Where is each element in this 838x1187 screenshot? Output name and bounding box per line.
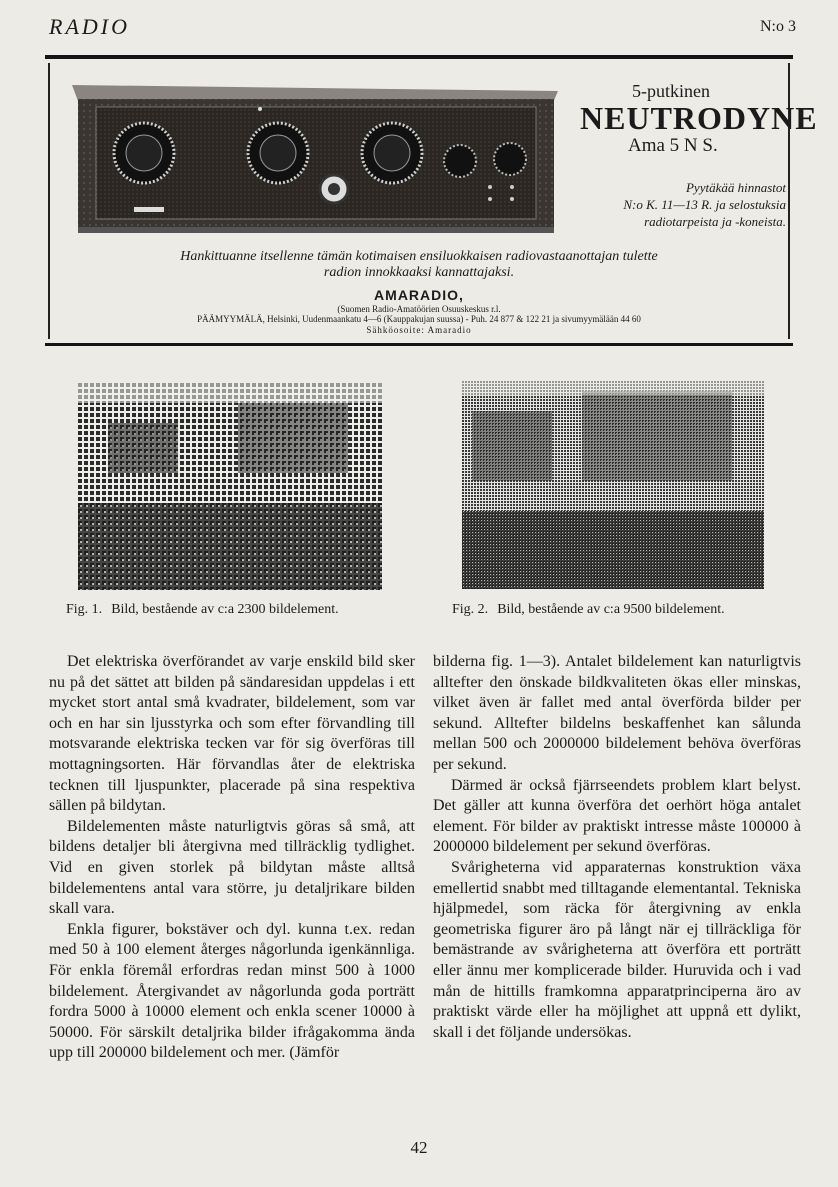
- figure-2-image: [462, 381, 764, 589]
- tuning-dial: [362, 123, 422, 183]
- advertisement-headline-block: [570, 81, 818, 230]
- advertisement-note: [570, 179, 800, 230]
- article-paragraph: Därmed är också fjärrseendets problem klart belyst. Det gäller att kunna överföra det oerhört höga antalet element. För bilder av praktiskt intresse måste 100000 à 2000000 bildelement per sekund överföras.: [433, 776, 801, 856]
- page-number: 42: [410, 1138, 428, 1157]
- halftone-photo-fine: [462, 381, 764, 589]
- figure-caption-text: Bild, bestående av c:a 9500 bildelement.: [497, 602, 725, 617]
- knob: [444, 145, 476, 177]
- advertisement-slogan: [90, 249, 748, 281]
- article-paragraph: Svårigheterna vid apparaternas konstruktion växa emellertid snabbt med tilltagande elementantal. Tekniska hjälpmedel, som räcka för återgivning av enkla geometriska figurer äro på långt när ej tillräckliga för bemästrande av svårigheterna att överföra ett porträtt eller ännu mer komplicerade bilder. Huruvida och i vad mån de hittills framkomna apparatprinciperna äro av praktiskt värde eller ha möjlighet att uppnå ett dylikt, skall i det följande undersökas.: [433, 858, 801, 1041]
- figure-caption-text: Bild, bestående av c:a 2300 bildelement.: [111, 602, 339, 617]
- tuning-dial: [248, 123, 308, 183]
- advertisement-note-line: radiotarpeista ja -koneista.: [644, 214, 786, 229]
- advertisement-brand: NEUTRODYNE: [580, 100, 818, 136]
- article-paragraph: bilderna fig. 1—3). Antalet bildelement kan naturligtvis alltefter den önskade bildkvaliteten ökas eller minskas, vilket även är fallet med antal överförda bilder per sekund. Alltefter bildelns beskaffenhet kan sålunda mellan 500 och 2000000 bildelement behöva överföras per sekund.: [433, 653, 801, 773]
- advertisement-note-line: N:o K. 11—13 R. ja selostuksia: [623, 197, 786, 212]
- article-right-column: [433, 652, 801, 1043]
- advertisement-model: Ama 5 N S.: [628, 135, 718, 156]
- running-header-title: RADIO: [49, 14, 130, 39]
- figure-label: Fig. 1.: [66, 602, 103, 617]
- advertisement-slogan-line: radion innokkaaksi kannattajaksi.: [323, 265, 515, 280]
- meter-center: [328, 183, 340, 195]
- advertisement: [45, 55, 818, 346]
- advertisement-slogan-line: Hankittuanne itsellenne tämän kotimaisen ensiluokkaisen radiovastaanottajan tulette: [180, 249, 658, 264]
- advertisement-telegram-address: Sähköosoite: Amaradio: [366, 325, 472, 335]
- radio-receiver-illustration: [64, 73, 564, 239]
- article-paragraph: Det elektriska överförandet av varje enskild bild sker nu på det sättet att bilden på sändaresidan uppdelas i ett mycket stort antal små kvadrater, bildelement, som var och en har sin ljusstyrka och som efter förvandling till motsvarande elektriska tecken var för sig överföras till mottagningsorten. Här förvandlas åter de elektriska tecknen till ljuspunkter, placerade på sina respektiva sällen på bildytan.: [49, 653, 415, 815]
- advertisement-cooperative: (Suomen Radio-Amatöörien Osuuskeskus r.l.: [337, 304, 501, 314]
- figure-1-image: [78, 383, 382, 590]
- knob: [494, 143, 526, 175]
- figure-label: Fig. 2.: [452, 602, 489, 617]
- article-paragraph: Bildelementen måste naturligtvis göras så små, att bildens detaljer bli återgivna med tillräcklig tydlighet. Vid en given storlek på bildytan måste alltså bildelementens antal vara större, ju detaljrikare bilden skall vara.: [49, 817, 415, 918]
- nameplate: [134, 207, 164, 212]
- advertisement-frame: [48, 63, 818, 339]
- article-left-column: [49, 652, 415, 1064]
- advertisement-company: AMARADIO,: [374, 287, 464, 303]
- halftone-photo-coarse: [78, 383, 382, 590]
- figure-1-caption: [66, 602, 339, 618]
- issue-number: N:o 3: [760, 18, 796, 35]
- figure-2-caption: [452, 602, 725, 618]
- article-paragraph: Enkla figurer, bokstäver och dyl. kunna t.ex. redan med 50 à 100 element återges någorlunda igenkännliga. För enkla föremål erfordras redan minst 500 à 1000 bildelement. Återgivandet av någorlunda goda porträtt fordra 5000 à 10000 element och enkla scener 10000 à 50000. För särskilt detaljrika bilder ifrågakomma ända upp till 200000 bildelement och mer. (Jämför: [49, 920, 415, 1062]
- advertisement-address: PÄÄMYYMÄLÄ, Helsinki, Uudenmaankatu 4—6 (Kauppakujan suussa) - Puh. 24 877 & 122 21 ja sivumyymälään 44 60: [197, 314, 641, 324]
- tuning-dial: [114, 123, 174, 183]
- advertisement-note-line: Pyytäkää hinnastot: [685, 180, 786, 195]
- advertisement-subtitle: 5-putkinen: [632, 81, 710, 101]
